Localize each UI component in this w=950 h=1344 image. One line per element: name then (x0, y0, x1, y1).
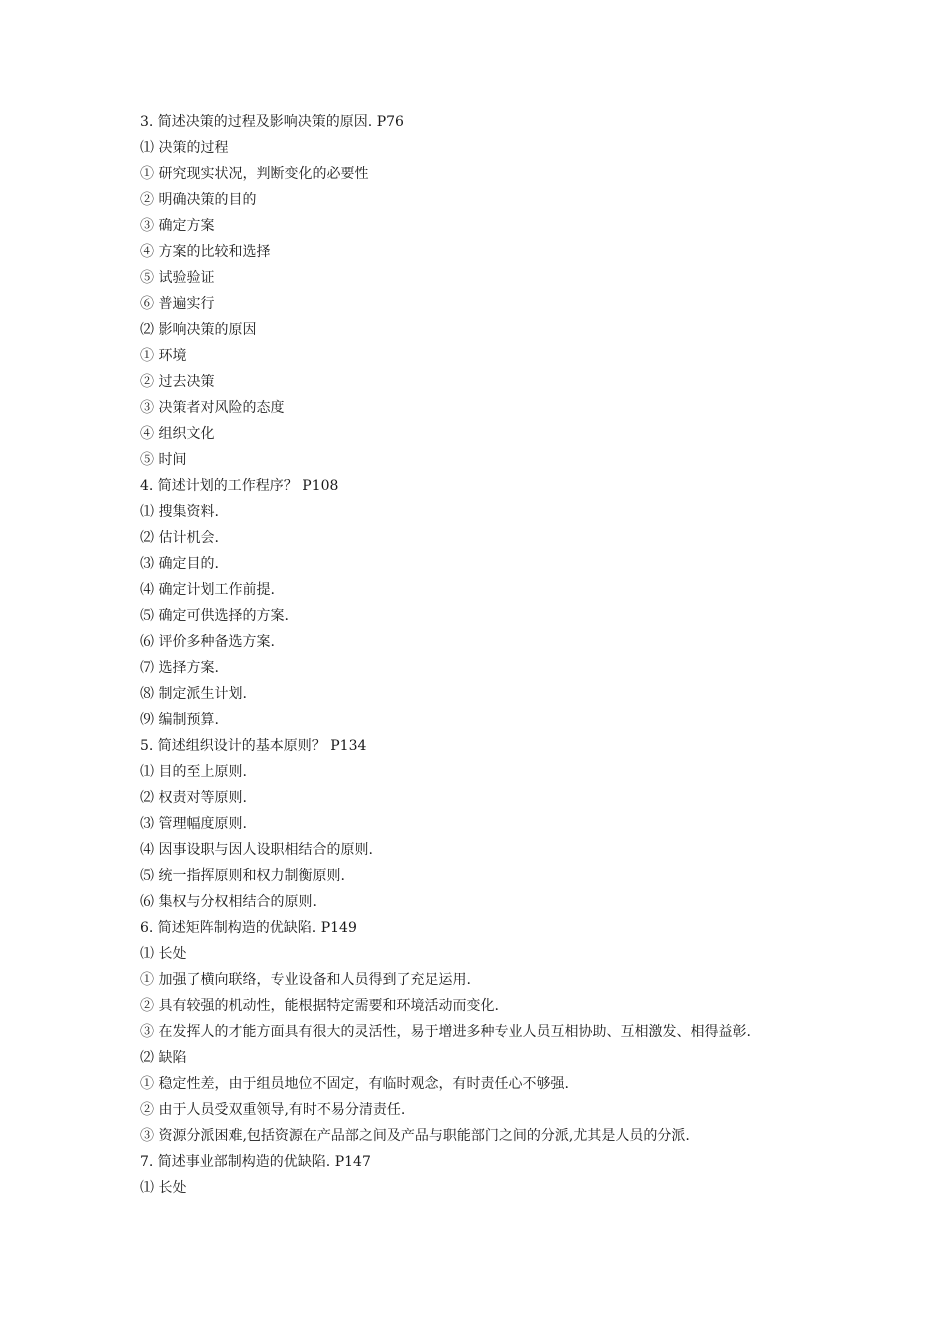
list-item: ③ 资源分派困难,包括资源在产品部之间及产品与职能部门之间的分派,尤其是人员的分派. (140, 1128, 690, 1144)
question-4-heading: 4. 简述计划的工作程序？ P108 (140, 478, 339, 494)
list-item: ① 稳定性差，由于组员地位不固定，有临时观念，有时责任心不够强. (140, 1076, 569, 1092)
list-item: ⑶ 管理幅度原则. (140, 816, 247, 832)
list-item: ③ 决策者对风险的态度 (140, 400, 285, 416)
subheading: ⑴ 决策的过程 (140, 140, 229, 156)
list-item: ⑸ 统一指挥原则和权力制衡原则. (140, 868, 345, 884)
list-item: ⑹ 集权与分权相结合的原则. (140, 894, 317, 910)
list-item: ① 环境 (140, 348, 187, 364)
list-item: ⑴ 搜集资料. (140, 504, 219, 520)
list-item: ⑶ 确定目的. (140, 556, 219, 572)
subheading: ⑵ 缺陷 (140, 1050, 187, 1066)
list-item: ⑥ 普遍实行 (140, 296, 215, 312)
list-item: ⑵ 估计机会. (140, 530, 219, 546)
question-3-heading: 3. 简述决策的过程及影响决策的原因. P76 (140, 114, 404, 130)
list-item: ⑸ 确定可供选择的方案. (140, 608, 289, 624)
document-page (140, 109, 820, 1201)
list-item: ① 研究现实状况，判断变化的必要性 (140, 166, 369, 182)
list-item: ⑤ 试验验证 (140, 270, 215, 286)
list-item: ② 由于人员受双重领导,有时不易分清责任. (140, 1102, 406, 1118)
list-item: ③ 在发挥人的才能方面具有很大的灵活性，易于增进多种专业人员互相协助、互相激发、相得益彰. (140, 1024, 751, 1040)
list-item: ⑷ 因事设职与因人设职相结合的原则. (140, 842, 373, 858)
list-item: ⑴ 目的至上原则. (140, 764, 247, 780)
question-7-heading: 7. 简述事业部制构造的优缺陷. P147 (140, 1154, 371, 1170)
subheading: ⑴ 长处 (140, 946, 187, 962)
question-5-heading: 5. 简述组织设计的基本原则？ P134 (140, 738, 367, 754)
list-item: ⑼ 编制预算. (140, 712, 219, 728)
question-6-heading: 6. 简述矩阵制构造的优缺陷. P149 (140, 920, 357, 936)
list-item: ⑻ 制定派生计划. (140, 686, 247, 702)
list-item: ② 明确决策的目的 (140, 192, 257, 208)
list-item: ⑤ 时间 (140, 452, 187, 468)
list-item: ⑹ 评价多种备选方案. (140, 634, 275, 650)
list-item: ① 加强了横向联络，专业设备和人员得到了充足运用. (140, 972, 471, 988)
list-item: ⑷ 确定计划工作前提. (140, 582, 275, 598)
subheading: ⑴ 长处 (140, 1180, 187, 1196)
list-item: ④ 组织文化 (140, 426, 215, 442)
list-item: ③ 确定方案 (140, 218, 215, 234)
list-item: ⑺ 选择方案. (140, 660, 219, 676)
list-item: ⑵ 权责对等原则. (140, 790, 247, 806)
list-item: ④ 方案的比较和选择 (140, 244, 271, 260)
list-item: ② 过去决策 (140, 374, 215, 390)
list-item: ② 具有较强的机动性，能根据特定需要和环境活动而变化. (140, 998, 499, 1014)
subheading: ⑵ 影响决策的原因 (140, 322, 257, 338)
